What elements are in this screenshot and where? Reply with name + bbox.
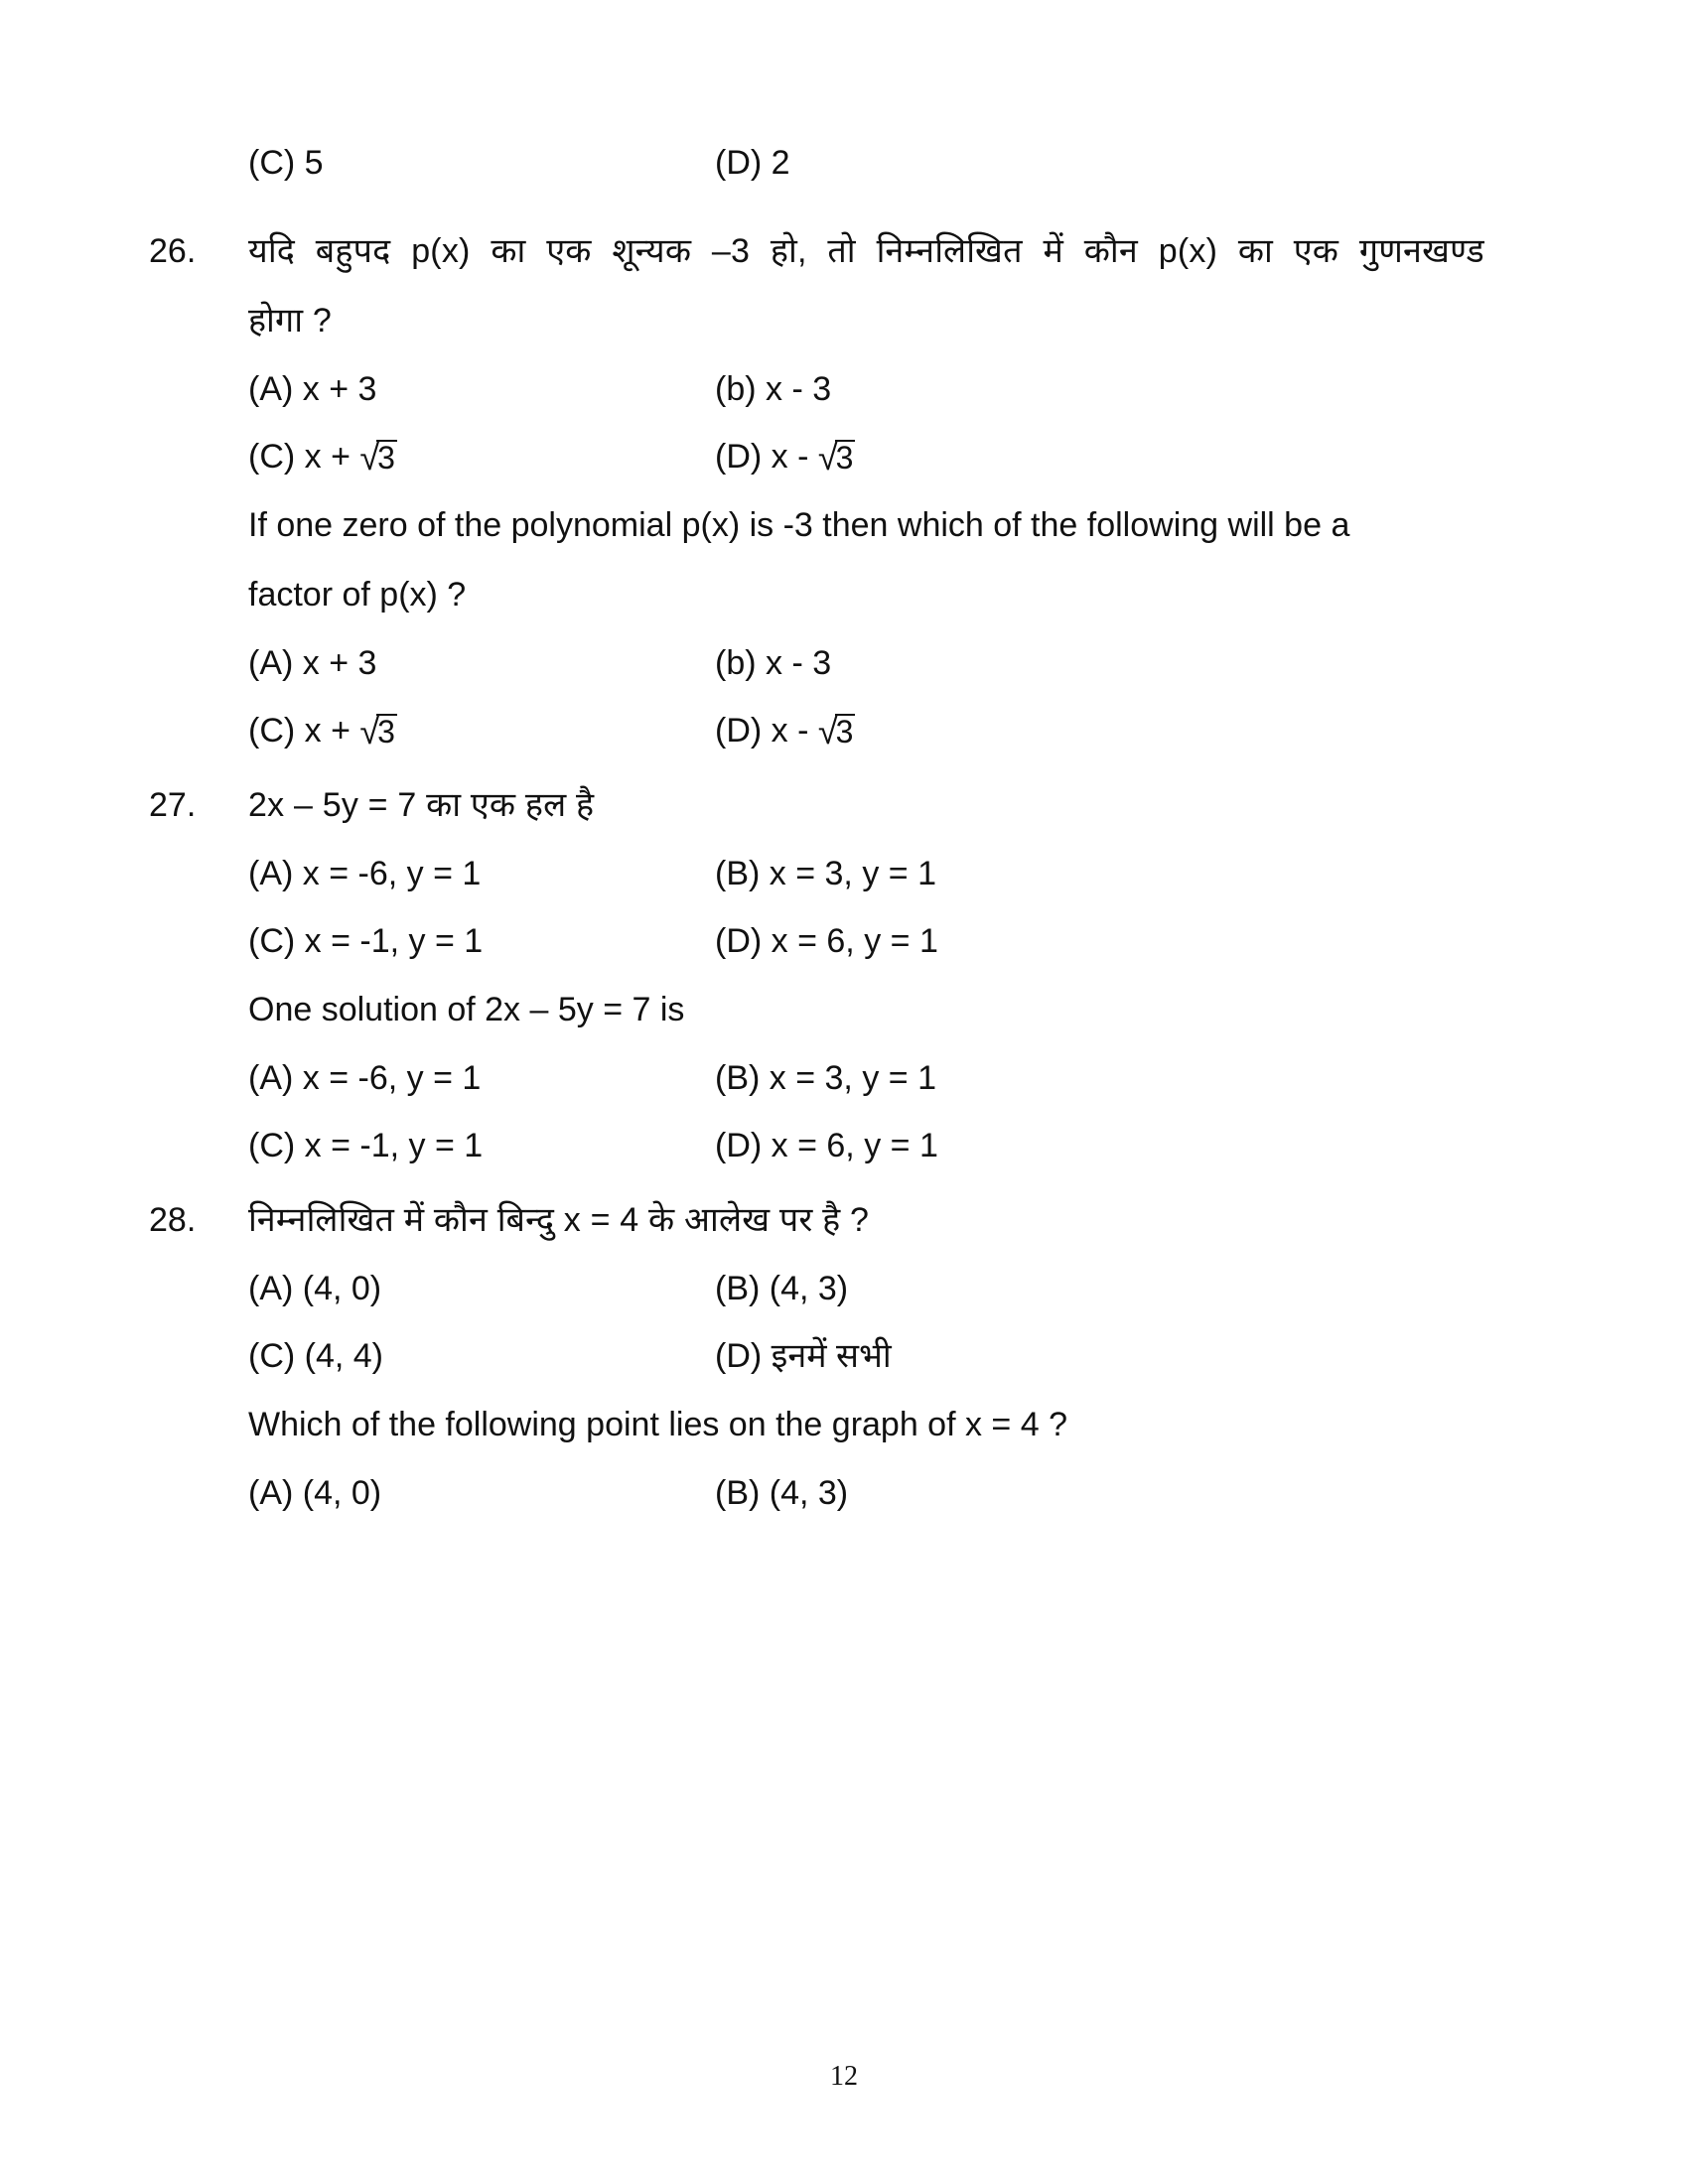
hindi-word: कौन <box>1083 232 1138 270</box>
radical-sign: √ <box>359 437 380 478</box>
option-row <box>248 907 1539 975</box>
question-27-english-prompt: One solution of 2x – 5y = 7 is <box>248 991 685 1028</box>
q27-hindi-option-c[interactable]: (C) x = -1, y = 1 <box>248 922 484 960</box>
carryover-option-row <box>149 129 1539 197</box>
question-27-hindi-prompt: 2x – 5y = 7 का एक हल है <box>248 786 595 824</box>
option-row <box>248 840 1539 907</box>
q28-english-option-a[interactable]: (A) (4, 0) <box>248 1474 382 1512</box>
q28-hindi-option-d[interactable]: (D) इनमें सभी <box>715 1337 892 1375</box>
square-root-icon <box>359 697 397 764</box>
hindi-word: बहुपद <box>315 232 391 270</box>
option-row <box>248 1044 1539 1112</box>
q27-english-option-a[interactable]: (A) x = -6, y = 1 <box>248 1059 482 1097</box>
square-root-icon <box>818 423 856 490</box>
hindi-word: एक <box>1293 232 1339 270</box>
question-26-english-prompt-line1: If one zero of the polynomial p(x) is -3 then which of the following will be a <box>248 506 1350 544</box>
option-row <box>248 1112 1539 1179</box>
q27-english-option-d[interactable]: (D) x = 6, y = 1 <box>715 1127 938 1164</box>
hindi-word: का <box>1237 232 1274 270</box>
hindi-word: तो <box>827 232 856 270</box>
q26-hindi-option-b[interactable]: (b) x - 3 <box>715 370 832 408</box>
question-26-hindi-prompt-line1 <box>248 216 1484 286</box>
option-row <box>248 423 1539 490</box>
q28-hindi-option-a[interactable]: (A) (4, 0) <box>248 1270 382 1307</box>
q27-hindi-option-b[interactable]: (B) x = 3, y = 1 <box>715 855 936 892</box>
radicand: 3 <box>377 714 395 750</box>
hindi-word: का <box>491 232 526 270</box>
hindi-word: –3 <box>711 232 751 270</box>
option-label: (D) x - <box>715 438 818 476</box>
option-label: (C) x + <box>248 712 360 750</box>
question-28-hindi-prompt: निम्नलिखित में कौन बिन्दु x = 4 के आलेख पर है ? <box>248 1201 870 1239</box>
radicand: 3 <box>835 440 854 476</box>
hindi-word: शून्यक <box>612 232 692 270</box>
option-row <box>248 355 1539 423</box>
radical-sign: √ <box>359 711 380 751</box>
option-d[interactable]: (D) 2 <box>715 144 790 182</box>
q26-hindi-option-c[interactable] <box>248 423 715 490</box>
hindi-word: गुणनखण्ड <box>1358 232 1484 270</box>
q27-hindi-option-d[interactable]: (D) x = 6, y = 1 <box>715 922 938 960</box>
q26-english-option-a[interactable]: (A) x + 3 <box>248 644 377 682</box>
question-28-number: 28. <box>149 1201 197 1239</box>
option-label: (D) x - <box>715 712 818 750</box>
question-28-english-prompt: Which of the following point lies on the graph of x = 4 ? <box>248 1406 1067 1443</box>
option-row <box>248 1322 1539 1390</box>
q26-english-option-c[interactable] <box>248 697 715 764</box>
q28-hindi-option-b[interactable]: (B) (4, 3) <box>715 1270 849 1307</box>
q26-english-option-d[interactable] <box>715 697 1539 764</box>
page-number: 12 <box>830 2061 858 2092</box>
option-row <box>248 697 1539 764</box>
question-27-number: 27. <box>149 786 197 824</box>
square-root-icon <box>818 697 856 764</box>
q26-hindi-option-d[interactable] <box>715 423 1539 490</box>
q27-hindi-option-a[interactable]: (A) x = -6, y = 1 <box>248 855 482 892</box>
page-content <box>149 129 1539 1527</box>
radicand: 3 <box>377 440 395 476</box>
option-row <box>248 1255 1539 1322</box>
q27-english-option-c[interactable]: (C) x = -1, y = 1 <box>248 1127 484 1164</box>
square-root-icon <box>359 423 397 490</box>
question-28 <box>149 1185 1539 1527</box>
q26-hindi-option-a[interactable]: (A) x + 3 <box>248 370 377 408</box>
question-26-number: 26. <box>149 232 197 270</box>
radical-sign: √ <box>817 711 838 751</box>
hindi-word: हो, <box>770 232 807 270</box>
question-26 <box>149 216 1539 764</box>
hindi-word: p(x) <box>411 232 471 270</box>
q28-english-option-b[interactable]: (B) (4, 3) <box>715 1474 849 1512</box>
spacer <box>149 203 1539 216</box>
question-27 <box>149 770 1539 1179</box>
option-row <box>248 1459 1539 1527</box>
q28-hindi-option-c[interactable]: (C) (4, 4) <box>248 1337 383 1375</box>
hindi-word: निम्नलिखित <box>876 232 1023 270</box>
hindi-word: में <box>1043 232 1063 270</box>
option-row <box>248 629 1539 697</box>
option-c[interactable]: (C) 5 <box>248 144 324 182</box>
question-26-hindi-prompt-line2: होगा ? <box>248 302 332 340</box>
question-26-english-prompt-line2: factor of p(x) ? <box>248 576 467 614</box>
hindi-word: यदि <box>248 232 295 270</box>
radical-sign: √ <box>817 437 838 478</box>
option-row <box>248 129 1539 197</box>
hindi-word: एक <box>546 232 592 270</box>
q26-english-option-b[interactable]: (b) x - 3 <box>715 644 832 682</box>
hindi-word: p(x) <box>1158 232 1218 270</box>
option-label: (C) x + <box>248 438 360 476</box>
radicand: 3 <box>835 714 854 750</box>
q27-english-option-b[interactable]: (B) x = 3, y = 1 <box>715 1059 936 1097</box>
